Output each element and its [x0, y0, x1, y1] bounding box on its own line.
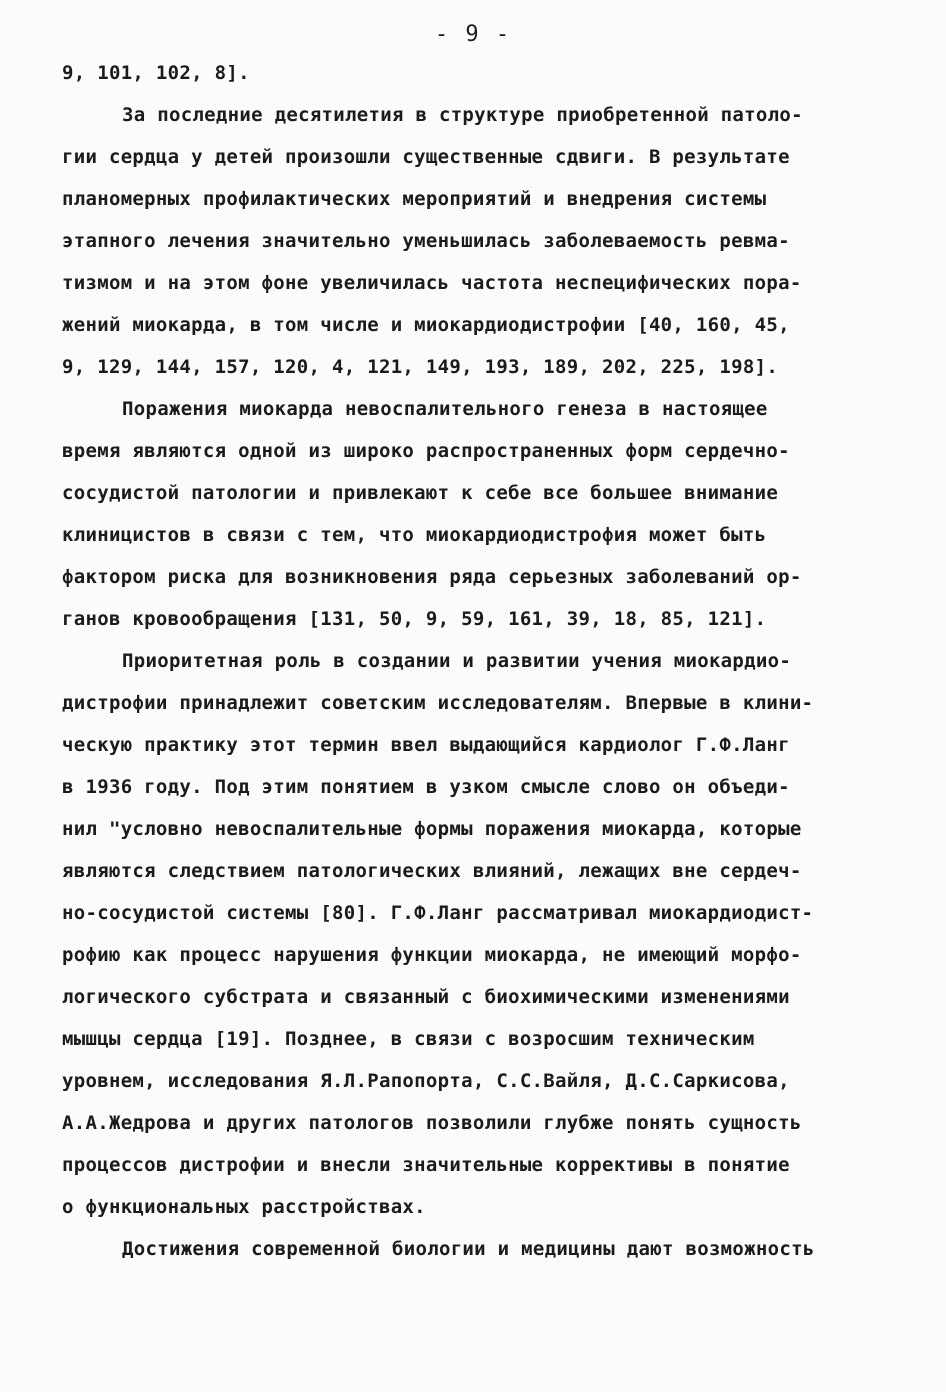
text-line: дистрофии принадлежит советским исследователям. Впервые в клини- [62, 692, 814, 714]
text-line: логического субстрата и связанный с биохимическими изменениями [62, 986, 790, 1008]
text-line: о функциональных расстройствах. [62, 1196, 426, 1218]
text-line: мышцы сердца [19]. Позднее, в связи с возросшим техническим [62, 1028, 755, 1050]
text-line: 9, 129, 144, 157, 120, 4, 121, 149, 193, 189, 202, 225, 198]. [62, 356, 779, 378]
text-line: сосудистой патологии и привлекают к себе все большее внимание [62, 482, 779, 504]
text-line: Поражения миокарда невоспалительного генеза в настоящее [122, 398, 768, 420]
text-line: фактором риска для возникновения ряда серьезных заболеваний ор- [62, 566, 802, 588]
page-number: - 9 - [434, 22, 512, 47]
text-line: жений миокарда, в том числе и миокардиодистрофии [40, 160, 45, [62, 314, 790, 336]
text-line: но-сосудистой системы [80]. Г.Ф.Ланг рассматривал миокардиодист- [62, 902, 814, 924]
text-line: уровнем, исследования Я.Л.Рапопорта, С.С.Вайля, Д.С.Саркисова, [62, 1070, 790, 1092]
text-line: гии сердца у детей произошли существенные сдвиги. В результате [62, 146, 790, 168]
text-line: процессов дистрофии и внесли значительные коррективы в понятие [62, 1154, 790, 1176]
text-line: ческую практику этот термин ввел выдающийся кардиолог Г.Ф.Ланг [62, 734, 790, 756]
text-line: планомерных профилактических мероприятий и внедрения системы [62, 188, 767, 210]
text-line: в 1936 году. Под этим понятием в узком смысле слово он объеди- [62, 776, 790, 798]
text-line: рофию как процесс нарушения функции миокарда, не имеющий морфо- [62, 944, 802, 966]
text-line: ганов кровообращения [131, 50, 9, 59, 161, 39, 18, 85, 121]. [62, 608, 767, 630]
text-line: тизмом и на этом фоне увеличилась частота неспецифических пора- [62, 272, 802, 294]
text-line: 9, 101, 102, 8]. [62, 62, 250, 84]
text-line: являются следствием патологических влияний, лежащих вне сердеч- [62, 860, 802, 882]
text-line: время являются одной из широко распространенных форм сердечно- [62, 440, 790, 462]
text-line: нил "условно невоспалительные формы поражения миокарда, которые [62, 818, 802, 840]
text-line: клиницистов в связи с тем, что миокардиодистрофия может быть [62, 524, 767, 546]
text-line: За последние десятилетия в структуре приобретенной патоло- [122, 104, 803, 126]
text-line: этапного лечения значительно уменьшилась заболеваемость ревма- [62, 230, 790, 252]
text-line: А.А.Жедрова и других патологов позволили глубже понять сущность [62, 1112, 802, 1134]
body-text [62, 52, 872, 1270]
text-line: Приоритетная роль в создании и развитии учения миокардио- [122, 650, 792, 672]
text-line: Достижения современной биологии и медицины дают возможность [122, 1238, 815, 1260]
